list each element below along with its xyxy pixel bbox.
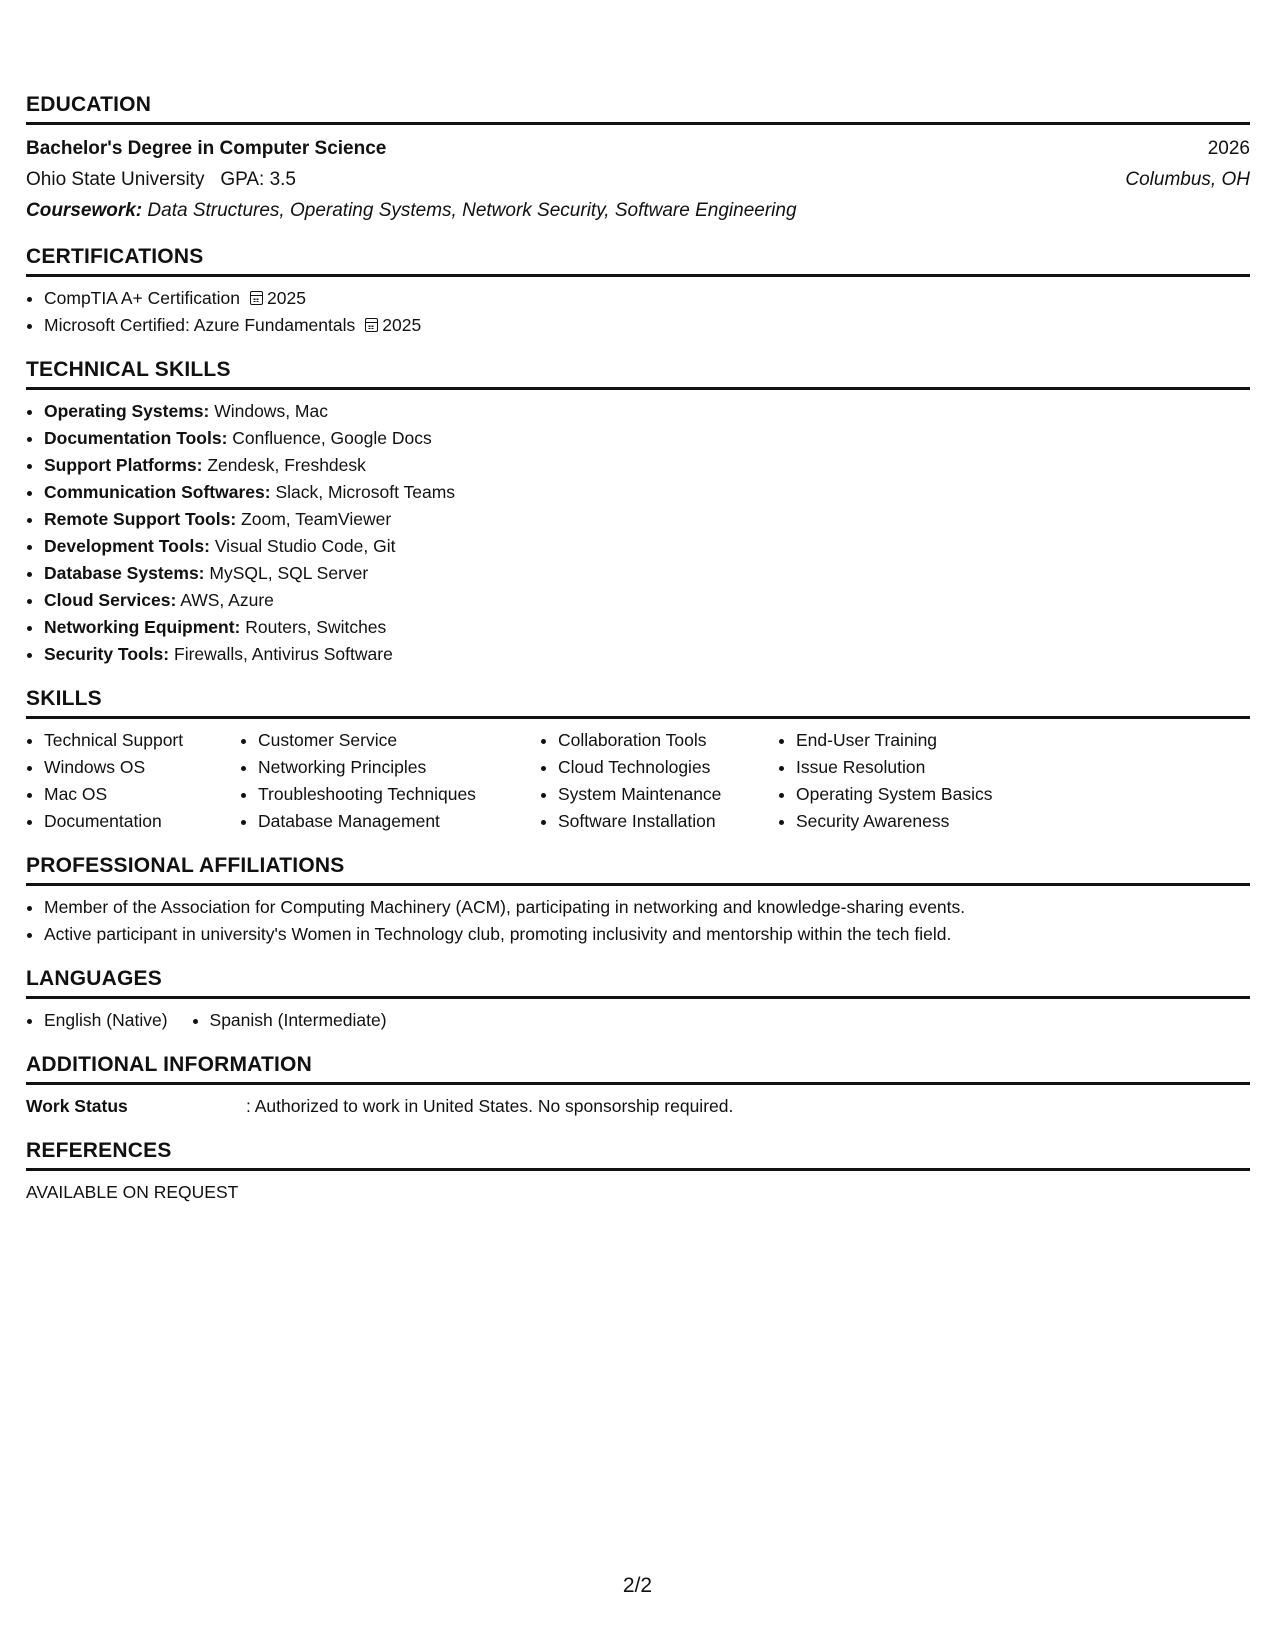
section-title-technical-skills: TECHNICAL SKILLS [26, 357, 1250, 390]
list-item: • Operating System Basics [796, 781, 1056, 808]
list-item [44, 452, 1250, 479]
list-item: • Cloud Technologies [558, 754, 778, 781]
skill-value: Firewalls, Antivirus Software [174, 644, 393, 664]
list-item: • Database Management [258, 808, 540, 835]
list-item: • Member of the Association for Computing Machinery (ACM), participating in networking and knowledge-sharing events. [44, 894, 1250, 921]
section-title-references: REFERENCES [26, 1138, 1250, 1171]
list-item: • Collaboration Tools [558, 727, 778, 754]
list-item [44, 587, 1250, 614]
coursework [26, 195, 1250, 226]
calendar-icon [250, 291, 263, 305]
education-school-row [26, 164, 1250, 195]
work-status-row [26, 1093, 1250, 1120]
skills-column [240, 727, 540, 835]
skill-label: Remote Support Tools: [44, 509, 237, 529]
list-item: • Security Awareness [796, 808, 1056, 835]
affiliations-section [26, 853, 1250, 948]
skill-value: AWS, Azure [180, 590, 274, 610]
list-item: • English (Native) [44, 1007, 168, 1034]
skills-grid [26, 727, 1250, 835]
list-item: • Issue Resolution [796, 754, 1056, 781]
certifications-section [26, 244, 1250, 339]
skill-label: Database Systems: [44, 563, 205, 583]
list-item [44, 533, 1250, 560]
resume-page [26, 92, 1250, 1206]
gpa: GPA: 3.5 [220, 169, 296, 190]
coursework-label: Coursework: [26, 200, 143, 221]
technical-skills-list [26, 398, 1250, 668]
skill-value: Routers, Switches [245, 617, 387, 637]
certifications-list [26, 285, 1250, 339]
section-title-affiliations: PROFESSIONAL AFFILIATIONS [26, 853, 1250, 886]
list-item: • Software Installation [558, 808, 778, 835]
section-title-additional-info: ADDITIONAL INFORMATION [26, 1052, 1250, 1085]
affiliations-list [26, 894, 1250, 948]
section-title-certifications: CERTIFICATIONS [26, 244, 1250, 277]
list-item: • Troubleshooting Techniques [258, 781, 540, 808]
graduation-year: 2026 [1207, 138, 1250, 159]
education-degree-row [26, 133, 1250, 164]
section-title-languages: LANGUAGES [26, 966, 1250, 999]
degree-name: Bachelor's Degree in Computer Science [26, 138, 387, 159]
skills-column [26, 727, 240, 835]
references-text: AVAILABLE ON REQUEST [26, 1182, 239, 1202]
school-location: Columbus, OH [1125, 169, 1250, 190]
list-item [44, 479, 1250, 506]
technical-skills-section [26, 357, 1250, 668]
skill-label: Cloud Services: [44, 590, 177, 610]
skill-value: Slack, Microsoft Teams [275, 482, 456, 502]
list-item: • Active participant in university's Women in Technology club, promoting inclusivity and mentorship within the tech field. [44, 921, 1250, 948]
skill-label: Operating Systems: [44, 401, 210, 421]
list-item [44, 398, 1250, 425]
skill-label: Support Platforms: [44, 455, 203, 475]
certification-year: 2025 [267, 288, 306, 308]
list-item: • Windows OS [44, 754, 240, 781]
list-item: • End-User Training [796, 727, 1056, 754]
skill-value: Confluence, Google Docs [232, 428, 432, 448]
skill-label: Communication Softwares: [44, 482, 271, 502]
list-item: • Customer Service [258, 727, 540, 754]
calendar-icon [365, 318, 378, 332]
skill-label: Documentation Tools: [44, 428, 228, 448]
section-title-skills: SKILLS [26, 686, 1250, 719]
list-item [44, 425, 1250, 452]
languages-list [26, 1007, 1250, 1034]
skills-column [778, 727, 1056, 835]
list-item [44, 312, 1250, 339]
references-section [26, 1138, 1250, 1206]
section-title-education: EDUCATION [26, 92, 1250, 125]
certification-name: CompTIA A+ Certification [44, 288, 240, 308]
coursework-list: Data Structures, Operating Systems, Network Security, Software Engineering [147, 200, 797, 221]
skill-value: Visual Studio Code, Git [214, 536, 396, 556]
education-section [26, 92, 1250, 226]
skills-section [26, 686, 1250, 835]
skill-value: Zendesk, Freshdesk [207, 455, 366, 475]
list-item [44, 560, 1250, 587]
certification-year: 2025 [382, 315, 422, 335]
skill-label: Networking Equipment: [44, 617, 241, 637]
list-item: • Networking Principles [258, 754, 540, 781]
certification-name: Microsoft Certified: Azure Fundamentals [44, 315, 356, 335]
skill-value: Zoom, TeamViewer [241, 509, 392, 529]
skills-column [540, 727, 778, 835]
school-name: Ohio State University [26, 169, 205, 190]
list-item: • Documentation [44, 808, 240, 835]
work-status-label: Work Status [26, 1096, 128, 1116]
languages-section [26, 966, 1250, 1034]
skill-label: Development Tools: [44, 536, 210, 556]
list-item [44, 614, 1250, 641]
list-item [44, 506, 1250, 533]
list-item [44, 285, 1250, 312]
list-item: • Spanish (Intermediate) [210, 1007, 387, 1034]
skill-value: MySQL, SQL Server [209, 563, 369, 583]
skill-value: Windows, Mac [214, 401, 328, 421]
list-item: • System Maintenance [558, 781, 778, 808]
work-status-value: : Authorized to work in United States. No sponsorship required. [246, 1096, 734, 1116]
page-number: 2/2 [622, 1574, 653, 1597]
additional-info-section [26, 1052, 1250, 1120]
skill-label: Security Tools: [44, 644, 170, 664]
list-item [44, 641, 1250, 668]
list-item: • Mac OS [44, 781, 240, 808]
list-item: • Technical Support [44, 727, 240, 754]
